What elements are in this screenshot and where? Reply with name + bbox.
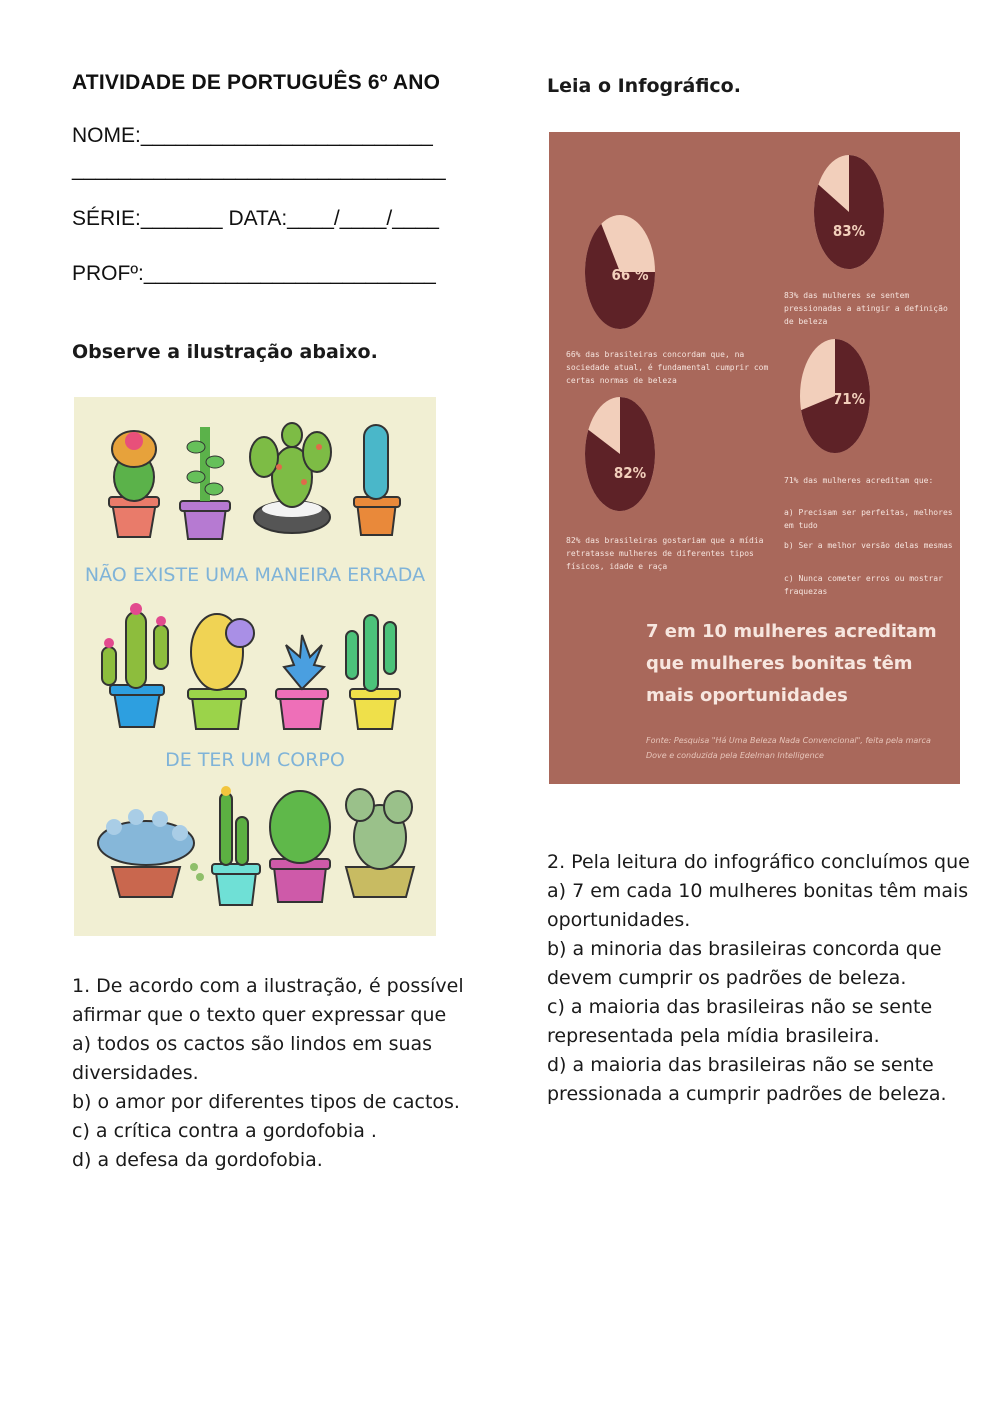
cactus-1-4 — [354, 425, 400, 535]
q2-option-b[interactable]: b) a minoria das brasileiras concorda que devem cumprir os padrões de beleza. — [547, 938, 942, 989]
pie83-caption: 83% das mulheres se sentem pressionadas a atingir a definição de beleza — [784, 291, 948, 326]
cactus-3-3 — [270, 791, 330, 902]
q1-stem-line1: 1. De acordo com a ilustração, é possível — [72, 975, 464, 997]
list-item-a: a) Precisam ser perfeitas, melhores em tudo — [784, 508, 953, 530]
pie82-caption: 82% das brasileiras gostariam que a mídia retratasse mulheres de diferentes tipos físicos, idade e raça — [566, 536, 764, 571]
illustration-text-1: NÃO EXISTE UMA MANEIRA ERRADA — [84, 564, 426, 586]
name-field[interactable]: NOME:_________________________ — [72, 124, 433, 147]
cactus-drawing — [74, 397, 436, 936]
pie82-label: 82% — [613, 464, 647, 482]
question-2 — [547, 848, 977, 1109]
series-date-field[interactable]: SÉRIE:_______ DATA:____/____/____ — [72, 207, 439, 230]
cactus-2-1 — [102, 603, 168, 727]
pie83-label: 83% — [832, 222, 866, 240]
cactus-2-4 — [346, 615, 400, 729]
pie66-caption: 66% das brasileiras concordam que, na sociedade atual, é fundamental cumprir com certas normas de beleza — [566, 350, 769, 385]
infographic-headline — [646, 616, 946, 712]
cactus-1-1 — [109, 431, 159, 537]
cactus-2-2 — [188, 614, 254, 729]
list-item-b: b) Ser a melhor versão delas mesmas — [784, 541, 953, 550]
q1-option-d[interactable]: d) a defesa da gordofobia. — [72, 1149, 323, 1171]
infographic-source: Fonte: Pesquisa "Há Uma Beleza Nada Convencional", feita pela marca Dove e conduzida pela Edelman Intelligence — [646, 736, 931, 760]
headline-line1: 7 em 10 mulheres acreditam — [646, 621, 937, 642]
teacher-field[interactable]: PROFº:_________________________ — [72, 262, 436, 285]
q2-option-d[interactable]: d) a maioria das brasileiras não se sente pressionada a cumprir padrões de beleza. — [547, 1054, 947, 1105]
cactus-2-3 — [276, 635, 328, 729]
headline-line3: mais oportunidades — [646, 685, 848, 706]
page-title: ATIVIDADE DE PORTUGUÊS 6º ANO — [72, 71, 441, 94]
pie71-caption: 71% das mulheres acreditam que: — [784, 476, 934, 485]
cactus-3-1 — [98, 809, 204, 897]
q2-stem: 2. Pela leitura do infográfico concluímos que — [547, 851, 970, 873]
read-infographic-heading: Leia o Infográfico. — [547, 75, 741, 97]
list-item-c: c) Nunca cometer erros ou mostrar fraquezas — [784, 574, 943, 596]
headline-line2: que mulheres bonitas têm — [646, 653, 913, 674]
pie71-label: 71% — [832, 390, 866, 408]
pie66-label: 66 % — [611, 266, 649, 284]
q2-option-a[interactable]: a) 7 em cada 10 mulheres bonitas têm mais oportunidades. — [547, 880, 969, 931]
infographic — [549, 132, 960, 784]
observe-heading: Observe a ilustração abaixo. — [72, 341, 378, 363]
cactus-1-2 — [180, 427, 230, 539]
q1-option-a[interactable]: a) todos os cactos são lindos em suas diversidades. — [72, 1033, 433, 1084]
cactus-illustration — [74, 397, 436, 936]
illustration-text-2: DE TER UM CORPO — [165, 749, 345, 771]
cactus-1-3 — [250, 423, 331, 533]
cactus-3-2 — [212, 786, 260, 905]
q1-option-b[interactable]: b) o amor por diferentes tipos de cactos. — [72, 1091, 460, 1113]
q1-stem-line2: afirmar que o texto quer expressar que — [72, 1004, 447, 1026]
q2-option-c[interactable]: c) a maioria das brasileiras não se sente representada pela mídia brasileira. — [547, 996, 933, 1047]
question-1 — [72, 972, 492, 1175]
cactus-3-4 — [346, 789, 414, 897]
q1-option-c[interactable]: c) a crítica contra a gordofobia . — [72, 1120, 377, 1142]
name-field-line2[interactable]: ________________________________ — [72, 158, 446, 181]
